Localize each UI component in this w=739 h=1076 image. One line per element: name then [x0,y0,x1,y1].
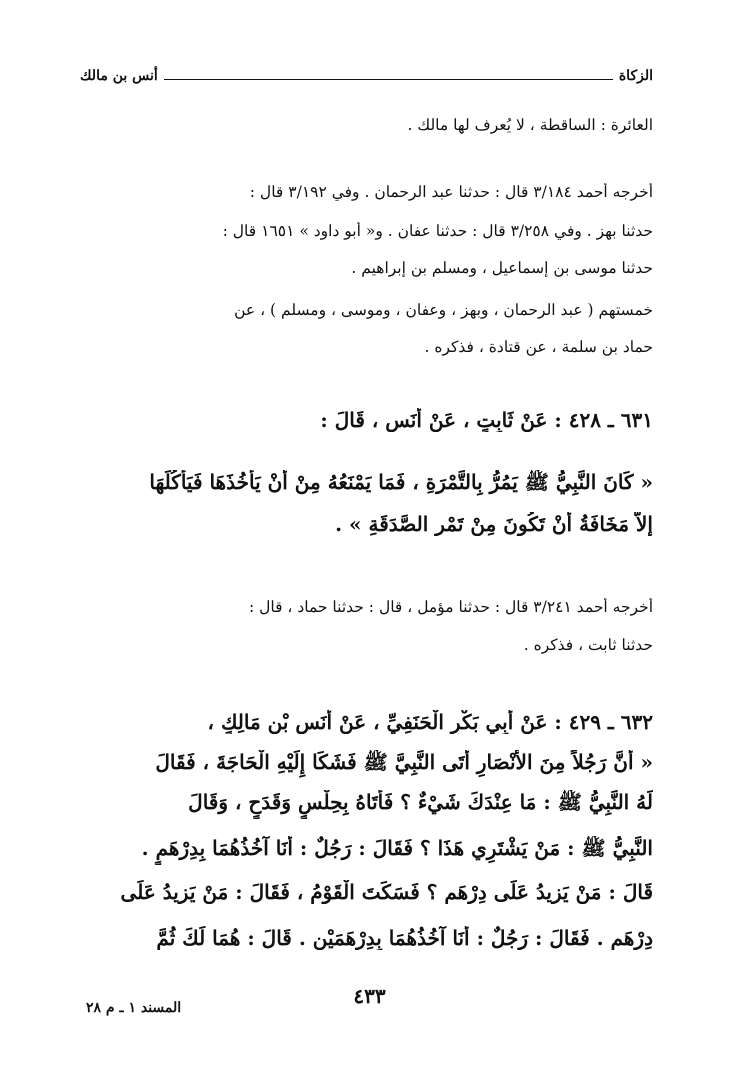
hadith-text-line: دِرْهَمٍ . فَقَالَ : رَجُلٌ : أَنَا آخُذُهُمَا بِدِرْهَمَيْنِ . قَالَ : هُمَا لَكَ ثُمَّ [156,926,653,950]
takhrij-line: حدثنا بهز . وفي ٣/٢٥٨ قال : حدثنا عفان . و« أبو داود » ١٦٥١ قال : [222,222,653,240]
takhrij-line: حدثنا موسى بن إسماعيل ، ومسلم بن إبراهيم . [351,259,653,277]
hadith-text-line: لَهُ النَّبِيُّ ﷺ : مَا عِنْدَكَ شَيْءٌ ؟ فَأَتَاهُ بِحِلْسٍ وَقَدَحٍ ، وَقَالَ [188,790,653,814]
hadith-text-line: إِلاَّ مَخَافَةُ أَنْ تَكُونَ مِنْ تَمْرِ الصَّدَقَةِ » . [335,512,653,536]
hadith-heading: ٦٣١ ـ ٤٢٨ : عَنْ ثَابِتٍ ، عَنْ أَنَسٍ ، قَالَ : [320,408,653,432]
definition-line: العائرة : الساقطة ، لا يُعرف لها مالك . [407,116,653,134]
takhrij-line: خمستهم ( عبد الرحمان ، وبهز ، وعفان ، وموسى ، ومسلم ) ، عن [234,301,653,319]
volume-signature: المسند ١ ـ م ٢٨ [86,1000,182,1016]
running-header [80,62,653,84]
takhrij-line: حدثنا ثابت ، فذكره . [523,636,653,654]
hadith-heading: ٦٣٢ ـ ٤٢٩ : عَنْ أَبِي بَكْرٍ الْحَنَفِيِّ ، عَنْ أَنَسِ بْنِ مَالِكٍ ، [207,710,653,734]
header-narrator-title: أنس بن مالك [80,68,158,84]
takhrij-line: أخرجه أحمد ٣/٢٤١ قال : حدثنا مؤمل ، قال : حدثنا حماد ، قال : [248,598,653,616]
takhrij-line: حماد بن سلمة ، عن قتادة ، فذكره . [424,338,653,356]
header-rule-line [164,79,613,80]
page-number: ٤٣٣ [353,984,386,1008]
header-chapter-title: الزكاة [618,68,653,84]
hadith-text-line: « أَنَّ رَجُلاً مِنَ الأَنْصَارِ أَتَى النَّبِيَّ ﷺ فَشَكَا إِلَيْهِ الْحَاجَةَ ، فَقَالَ [155,750,653,774]
hadith-text-line: « كَانَ النَّبِيُّ ﷺ يَمُرُّ بِالتَّمْرَةِ ، فَمَا يَمْنَعُهُ مِنْ أَنْ يَأْخُذَهَا فَيَأْكُلَهَا [149,470,653,494]
takhrij-line: أخرجه أحمد ٣/١٨٤ قال : حدثنا عبد الرحمان . وفي ٣/١٩٢ قال : [249,183,653,201]
hadith-text-line: النَّبِيُّ ﷺ : مَنْ يَشْتَرِي هَذَا ؟ فَقَالَ : رَجُلٌ : أَنَا آخُذُهُمَا بِدِرْهَمٍ . [141,836,653,860]
hadith-text-line: قَالَ : مَنْ يَزِيدُ عَلَى دِرْهَمٍ ؟ فَسَكَتَ الْقَوْمُ ، فَقَالَ : مَنْ يَزِيدُ عَلَى [120,880,653,904]
